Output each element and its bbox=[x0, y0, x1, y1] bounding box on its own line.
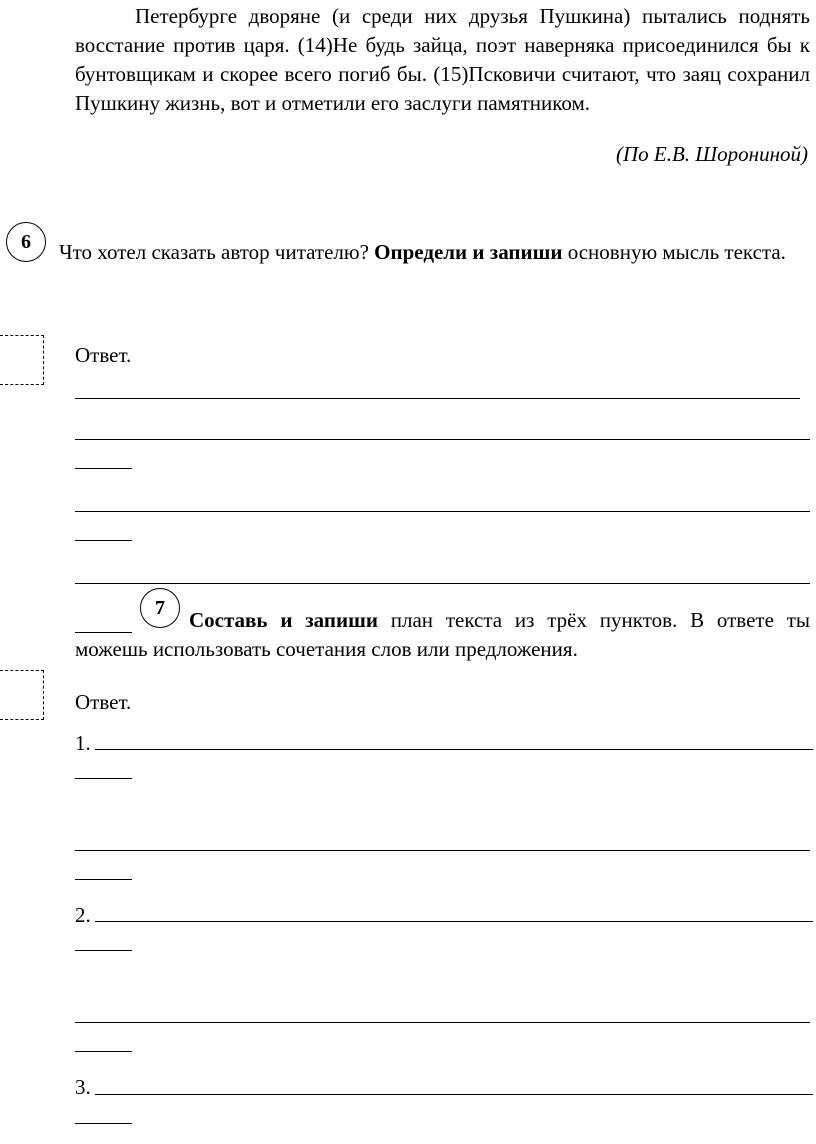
task-number-badge: 6 bbox=[6, 222, 46, 262]
answer-line[interactable] bbox=[95, 921, 813, 922]
answer-line[interactable] bbox=[75, 468, 132, 469]
answer-line[interactable] bbox=[95, 749, 813, 750]
answer-line[interactable] bbox=[75, 1051, 132, 1052]
answer-line[interactable] bbox=[75, 1123, 132, 1124]
answer-line[interactable] bbox=[75, 879, 132, 880]
answer-line[interactable] bbox=[75, 583, 810, 584]
answer-line[interactable] bbox=[95, 1094, 813, 1095]
passage-source: (По Е.В. Шорониной) bbox=[615, 142, 808, 166]
answer-label: Ответ. bbox=[75, 343, 132, 367]
answer-label: Ответ. bbox=[75, 690, 132, 714]
plan-item-number: 3. bbox=[75, 1075, 91, 1099]
answer-line[interactable] bbox=[75, 439, 810, 440]
task7-bold-instruction: Составь и запиши bbox=[189, 608, 378, 632]
answer-line[interactable] bbox=[75, 398, 800, 399]
task6-text-before: Что хотел сказать автор читателю? bbox=[59, 240, 375, 264]
answer-line[interactable] bbox=[75, 850, 810, 851]
passage-body: Петербурге дворяне (и среди них друзья Пушкина) пытались поднять восстание против царя. (14)Не будь зайца, поэт наверняка присоединился бы к бунтовщикам и скорее всего погиб бы. (15)Псковичи считают, что заяц сохранил Пушкину жизнь, вот и отметили его заслуги памятником. bbox=[75, 4, 810, 115]
answer-line[interactable] bbox=[75, 950, 132, 951]
plan-item-number: 2. bbox=[75, 903, 91, 927]
answer-line[interactable] bbox=[75, 778, 132, 779]
score-box bbox=[0, 335, 44, 385]
task6-prompt bbox=[59, 238, 810, 267]
passage-text bbox=[75, 2, 810, 118]
answer-line[interactable] bbox=[75, 540, 132, 541]
score-box bbox=[0, 670, 44, 720]
task-number-badge: 7 bbox=[140, 588, 180, 628]
plan-item-number: 1. bbox=[75, 731, 91, 755]
answer-line[interactable] bbox=[75, 511, 810, 512]
task7-prompt bbox=[75, 606, 810, 664]
task6-bold-instruction: Определи и запиши bbox=[374, 240, 563, 264]
task7-text-after: план текста из трёх пунктов. В ответе ты можешь использовать сочетания слов или предложения. bbox=[75, 608, 811, 661]
answer-line[interactable] bbox=[75, 1022, 810, 1023]
task6-text-after: основную мысль текста. bbox=[562, 240, 786, 264]
